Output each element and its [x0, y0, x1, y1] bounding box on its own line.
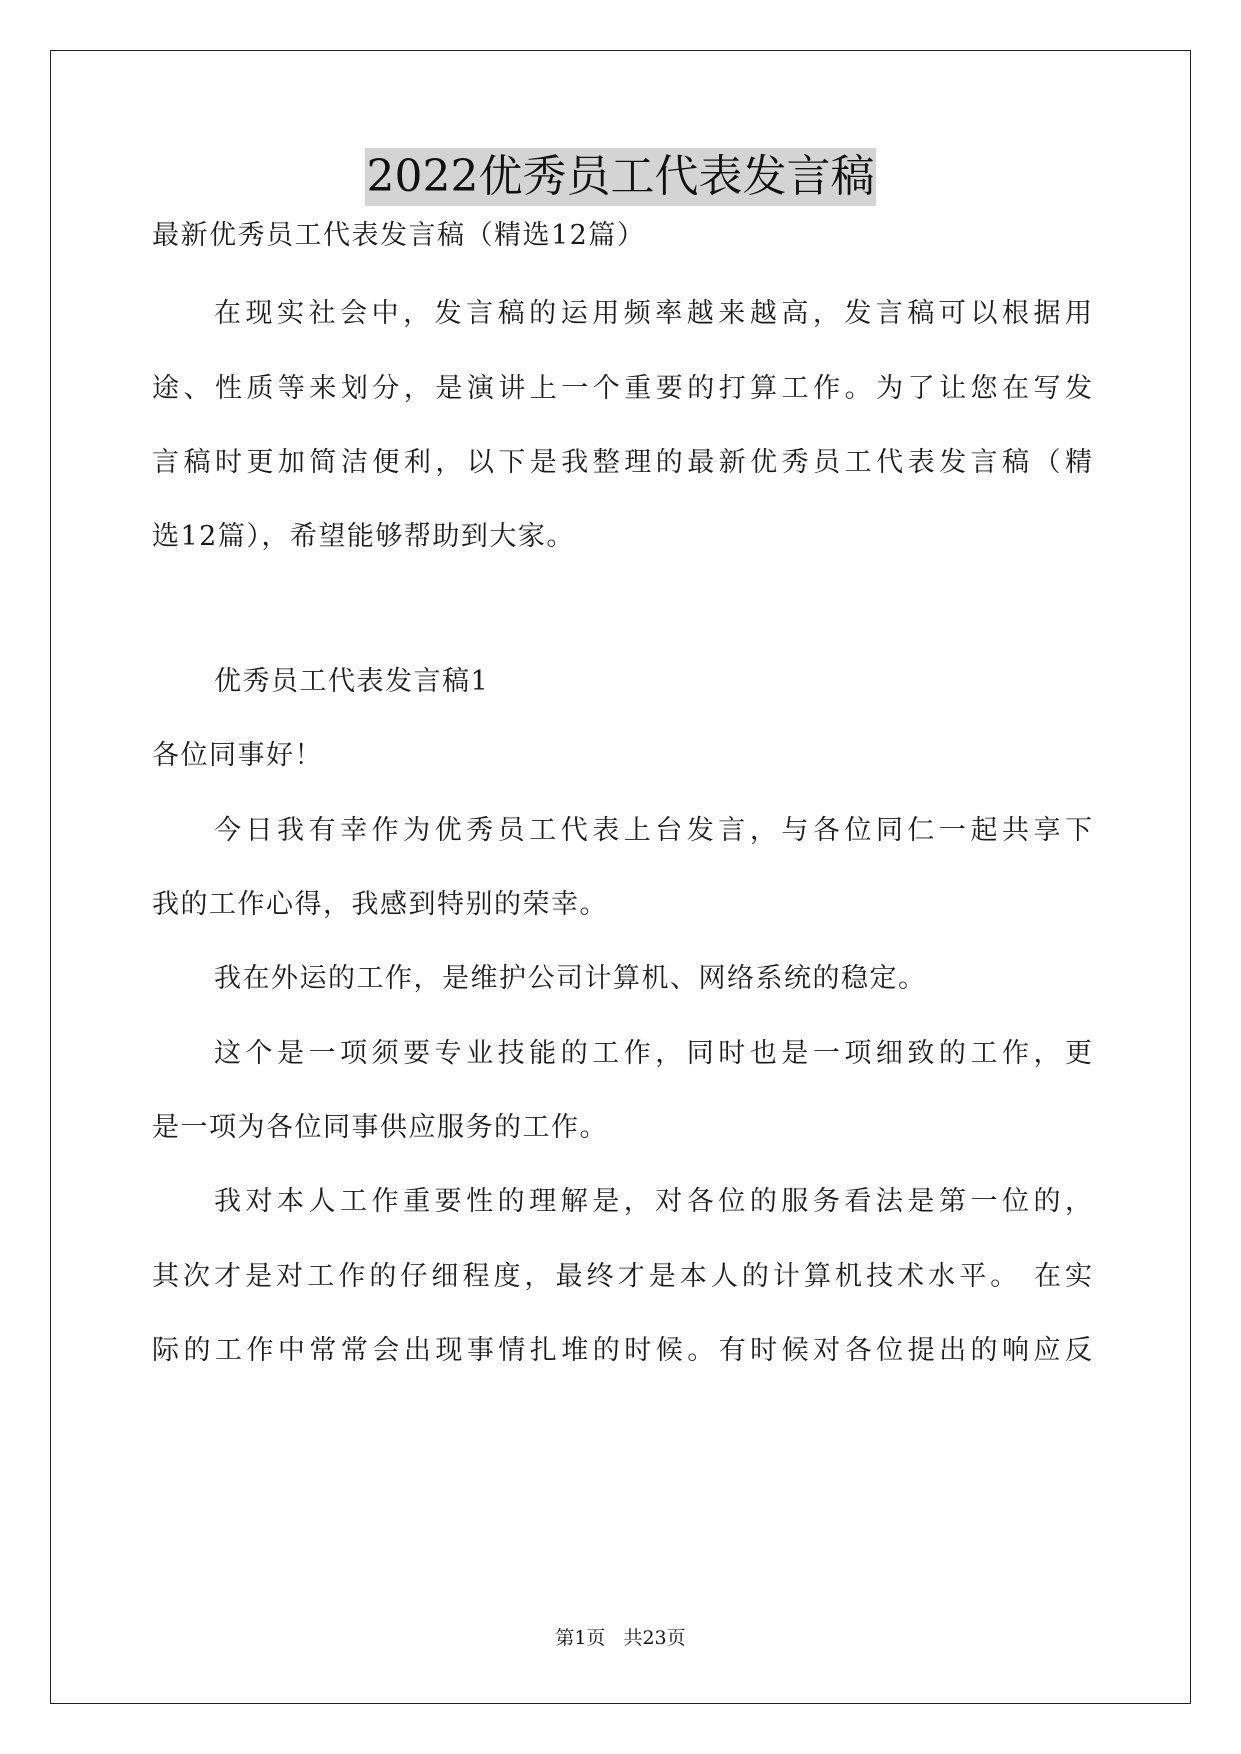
greeting: 各位同事好！ [152, 740, 323, 771]
section-heading: 优秀员工代表发言稿1 [214, 666, 490, 697]
paragraph-line: 我在外运的工作，是维护公司计算机、网络系统的稳定。 [214, 963, 927, 994]
paragraph-line: 今日我有幸作为优秀员工代表上台发言，与各位同仁一起共享下 [214, 815, 1092, 846]
page-number: 第1页 [555, 1627, 606, 1649]
paragraph-line: 我对本人工作重要性的理解是，对各位的服务看法是第一位的， [214, 1186, 1092, 1217]
subtitle: 最新优秀员工代表发言稿（精选12篇） [152, 220, 646, 251]
paragraph-line: 途、性质等来划分，是演讲上一个重要的打算工作。为了让您在写发 [152, 373, 1092, 404]
paragraph-line: 选12篇），希望能够帮助到大家。 [152, 521, 575, 552]
page-footer [0, 1626, 1241, 1650]
paragraph-line: 其次才是对工作的仔细程度，最终才是本人的计算机技术水平。 在实 [152, 1261, 1092, 1292]
paragraph-line: 这个是一项须要专业技能的工作，同时也是一项细致的工作，更 [214, 1038, 1092, 1069]
paragraph-line: 在现实社会中，发言稿的运用频率越来越高，发言稿可以根据用 [214, 298, 1092, 329]
page-total: 共23页 [623, 1627, 686, 1649]
document-title: 2022优秀员工代表发言稿 [365, 148, 877, 206]
paragraph-line: 是一项为各位同事供应服务的工作。 [152, 1112, 608, 1143]
paragraph-line: 际的工作中常常会出现事情扎堆的时候。有时候对各位提出的响应反 [152, 1335, 1092, 1366]
paragraph-line: 言稿时更加简洁便利，以下是我整理的最新优秀员工代表发言稿（精 [152, 447, 1092, 478]
title-container [0, 148, 1241, 206]
paragraph-line: 我的工作心得，我感到特别的荣幸。 [152, 889, 608, 920]
